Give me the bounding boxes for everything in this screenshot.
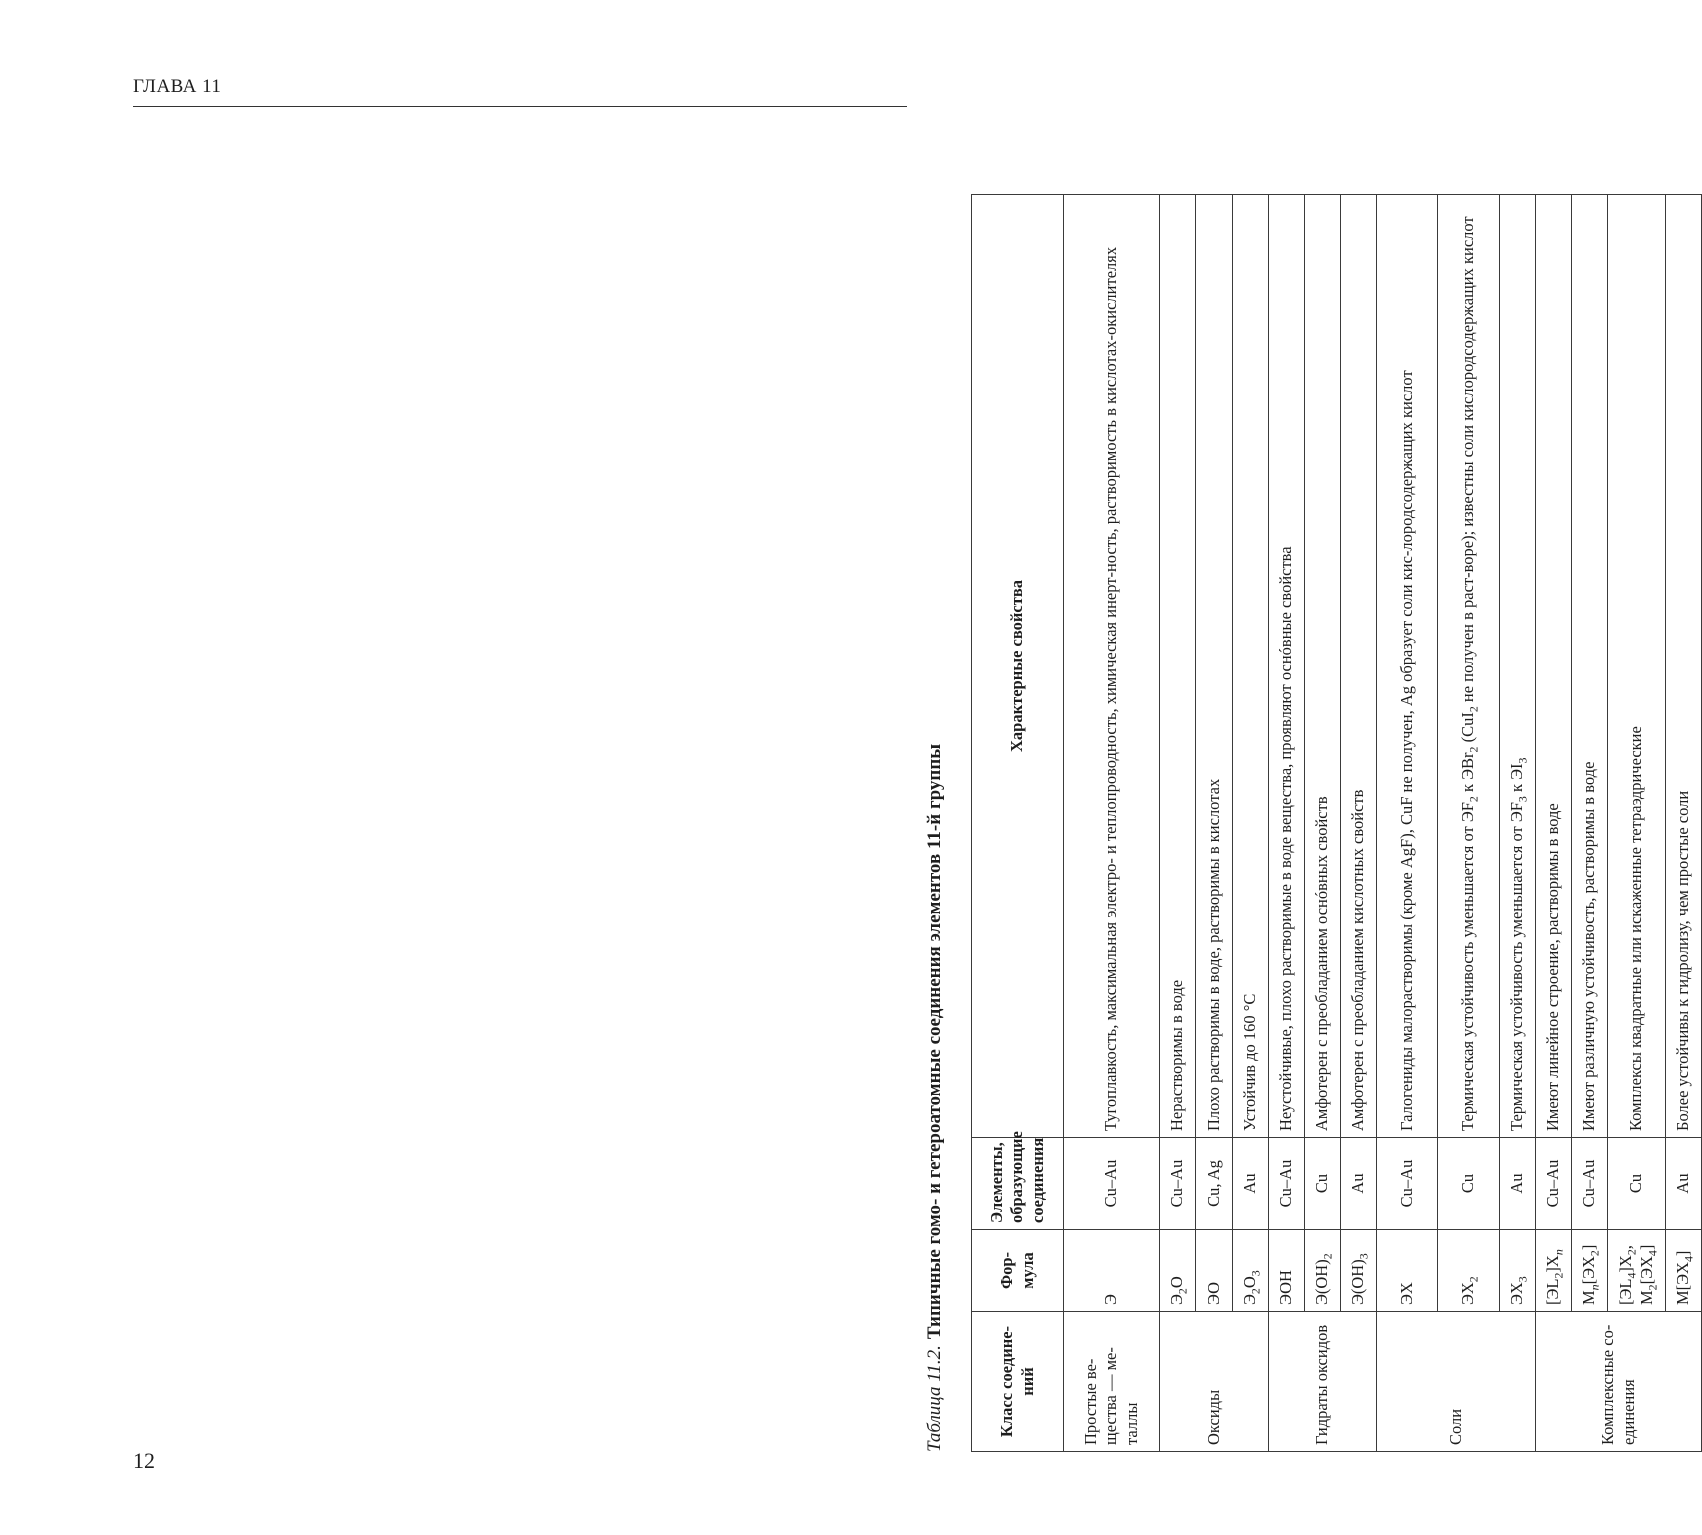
formula-cell: ЭX [1377,1230,1438,1312]
elements-cell: Cu–Au [1269,1138,1305,1230]
table-caption [905,195,965,1452]
formula-cell: $Э_2О$ [1160,1230,1196,1312]
table-row [1536,195,1572,1452]
properties-cell: Имеют различную устойчивость, растворимы в воде [1572,195,1608,1138]
compounds-table [971,194,1702,1452]
table-row [1500,195,1536,1452]
header-class: Класс соедине-ний [972,1312,1064,1452]
page-number: 12 [133,1448,155,1473]
elements-cell: Cu, Ag [1196,1138,1233,1230]
class-cell: Оксиды [1160,1312,1269,1452]
formula-cell: $[ЭL_4]X_2$, $M_2[ЭX_4]$ [1608,1230,1666,1312]
table-row [1196,195,1233,1452]
formula-cell: $ЭX_2$ [1438,1230,1500,1312]
class-cell: Гидраты оксидов [1269,1312,1377,1452]
properties-cell: Термическая устойчивость уменьшается от $ЭF_3$ к $ЭI_3$ [1500,195,1536,1138]
properties-cell: Устойчив до 160 °С [1233,195,1269,1138]
elements-cell: Cu–Au [1160,1138,1196,1230]
table-row [1341,195,1377,1452]
formula-cell: $M[ЭX_4]$ [1666,1230,1702,1312]
formula-cell: ЭОН [1269,1230,1305,1312]
properties-cell: Неустойчивые, плохо растворимые в воде вещества, проявляют оснóвные свойства [1269,195,1305,1138]
table-row [1305,195,1341,1452]
class-cell: Комплексные со-единения [1536,1312,1702,1452]
table-row [1064,195,1160,1452]
elements-cell: Au [1500,1138,1536,1230]
properties-cell: Тугоплавкость, максимальная электро- и теплопроводность, химическая инерт-ность, растворимость в кислотах-окислителях [1064,195,1160,1138]
caption-title: Типичные гомо- и гетероатомные соединения элементов 11-й группы [924,743,945,1340]
formula-cell: ЭО [1196,1230,1233,1312]
class-cell: Соли [1377,1312,1536,1452]
class-cell: Простые ве-щества — ме-таллы [1064,1312,1160,1452]
elements-cell: Au [1666,1138,1702,1230]
elements-cell: Cu–Au [1536,1138,1572,1230]
elements-cell: Cu [1608,1138,1666,1230]
header-properties: Характерные свойства [972,195,1064,1138]
elements-cell: Cu–Au [1064,1138,1160,1230]
formula-cell: $[ЭL_2]X_n$ [1536,1230,1572,1312]
table-row [1160,195,1196,1452]
formula-cell: $M_n[ЭX_2]$ [1572,1230,1608,1312]
header-formula: Фор-мула [972,1230,1064,1312]
properties-cell: Имеют линейное строение, растворимы в воде [1536,195,1572,1138]
table-header-row [972,195,1064,1452]
table-row [1666,195,1702,1452]
properties-cell: Более устойчивы к гидролизу, чем простые соли [1666,195,1702,1138]
properties-cell: Галогениды малорастворимы (кроме AgF), CuF не получен, Ag образует соли кис-лородсодержащих кислот [1377,195,1438,1138]
properties-cell: Нерастворимы в воде [1160,195,1196,1138]
header-rule [133,106,907,107]
elements-cell: Au [1233,1138,1269,1230]
table-row [1572,195,1608,1452]
table-row [1269,195,1305,1452]
elements-cell: Cu [1305,1138,1341,1230]
formula-cell: Э [1064,1230,1160,1312]
formula-cell: $Э_2О_3$ [1233,1230,1269,1312]
formula-cell: $Э(ОН)_3$ [1341,1230,1377,1312]
caption-label: Таблица 11.2. [924,1345,945,1452]
table-row [1377,195,1438,1452]
header-elements: Элементы, образующие соединения [972,1138,1064,1230]
properties-cell: Комплексы квадратные или искаженные тетраэдрические [1608,195,1666,1138]
formula-cell: $ЭX_3$ [1500,1230,1536,1312]
properties-cell: Плохо растворимы в воде, растворимы в кислотах [1196,195,1233,1138]
table-row [1438,195,1500,1452]
running-head: ГЛАВА 11 [133,76,222,97]
elements-cell: Cu–Au [1377,1138,1438,1230]
table-row [1233,195,1269,1452]
elements-cell: Cu–Au [1572,1138,1608,1230]
properties-cell: Термическая устойчивость уменьшается от $ЭF_2$ к ЭBr$_2$ (CuI$_2$ не получен в раст-воре); известны соли кислородсодержащих кислот [1438,195,1500,1138]
rotated-table-block [905,195,1696,1452]
properties-cell: Амфотерен с преобладанием оснóвных свойств [1305,195,1341,1138]
table-row [1608,195,1666,1452]
formula-cell: $Э(ОН)_2$ [1305,1230,1341,1312]
elements-cell: Cu [1438,1138,1500,1230]
elements-cell: Au [1341,1138,1377,1230]
properties-cell: Амфотерен с преобладанием кислотных свойств [1341,195,1377,1138]
